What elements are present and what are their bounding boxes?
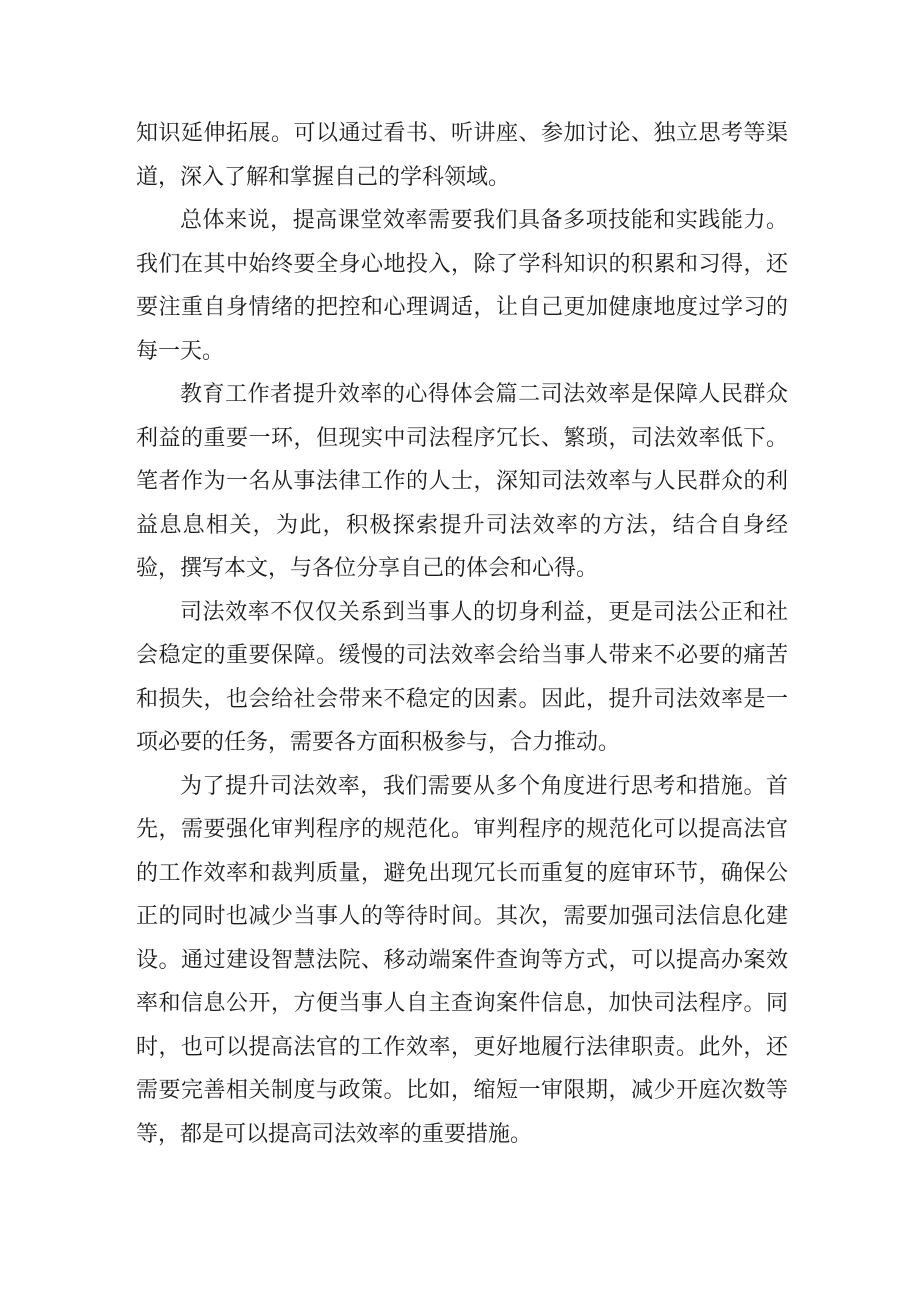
- paragraph: 为了提升司法效率，我们需要从多个角度进行思考和措施。首先，需要强化审判程序的规范化。审判程序的规范化可以提高法官的工作效率和裁判质量，避免出现冗长而重复的庭审环节，确保公正的同时也减少当事人的等待时间。其次，需要加强司法信息化建设。通过建设智慧法院、移动端案件查询等方式，可以提高办案效率和信息公开，方便当事人自主查询案件信息，加快司法程序。同时，也可以提高法官的工作效率，更好地履行法律职责。此外，还需要完善相关制度与政策。比如，缩短一审限期，减少开庭次数等等，都是可以提高司法效率的重要措施。: [136, 773, 788, 1147]
- document-body: [136, 112, 788, 1156]
- paragraph: 总体来说，提高课堂效率需要我们具备多项技能和实践能力。我们在其中始终要全身心地投入，除了学科知识的积累和习得，还要注重自身情绪的把控和心理调适，让自己更加健康地度过学习的每一天。: [136, 208, 788, 364]
- paragraph: 司法效率不仅仅关系到当事人的切身利益，更是司法公正和社会稳定的重要保障。缓慢的司法效率会给当事人带来不必要的痛苦和损失，也会给社会带来不稳定的因素。因此，提升司法效率是一项必要的任务，需要各方面积极参与，合力推动。: [136, 599, 788, 755]
- paragraph: 教育工作者提升效率的心得体会篇二司法效率是保障人民群众利益的重要一环，但现实中司法程序冗长、繁琐，司法效率低下。笔者作为一名从事法律工作的人士，深知司法效率与人民群众的利益息息相关，为此，积极探索提升司法效率的方法，结合自身经验，撰写本文，与各位分享自己的体会和心得。: [136, 382, 788, 581]
- paragraph-continued: 知识延伸拓展。可以通过看书、听讲座、参加讨论、独立思考等渠道，深入了解和掌握自己的学科领域。: [136, 121, 788, 190]
